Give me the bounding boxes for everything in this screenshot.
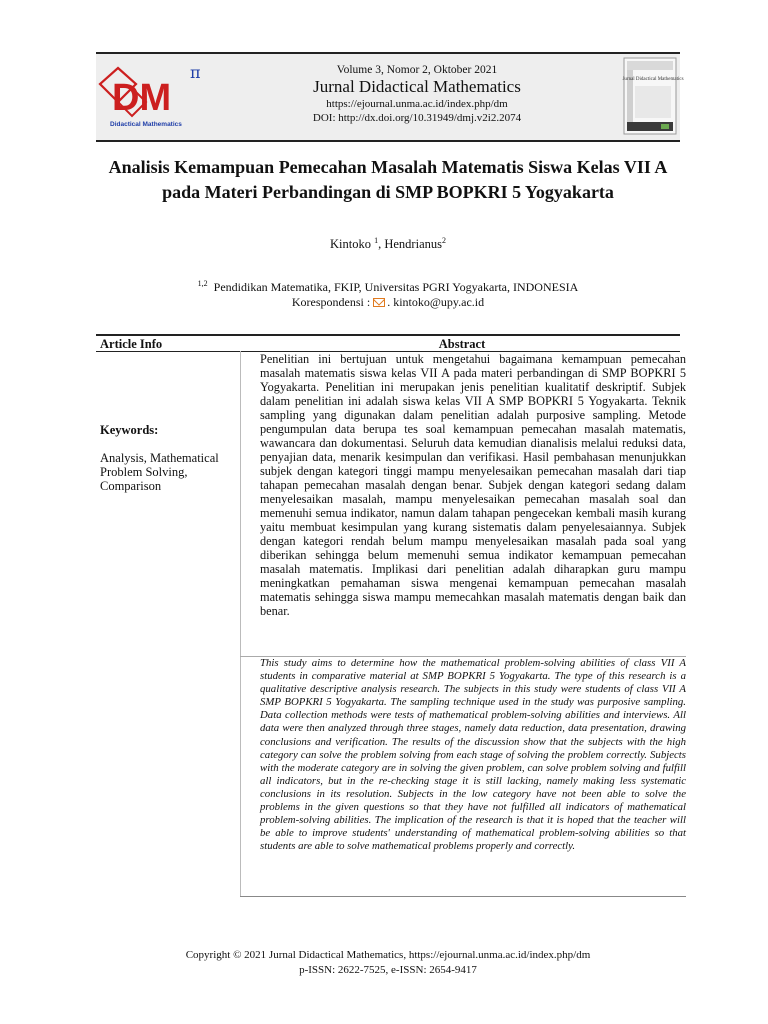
article-info-header: Article Info [100, 337, 163, 351]
affiliation-text: Pendidikan Matematika, FKIP, Universitas PGRI Yogyakarta, INDONESIA [213, 280, 579, 294]
abstract-indonesian: Penelitian ini bertujuan untuk mengetahui bagaimana kemampuan pemecahan masalah matematis siswa kelas VII A pada materi perbandingan di SMP BOPKRI 5 Yogyakarta. Penelitian ini merupakan jenis penelitian kualitatif deskriptif. Subjek dalam penelitian ini adalah siswa kelas VII A SMP BOPKRI 5 Yogyakarta. Teknik sampling yang digunakan dalam penelitian adalah purposive sampling. Metode pengumpulan data berupa tes soal kemampuan pemecahan masalah matematis, wawancara dan dokumentasi. Seluruh data kemudian dianalisis melalui reduksi data, penyajian data, menarik kesimpulan dan verifikasi. Hasil pembahasan menunjukkan subjek dengan kategori tinggi mampu menyelesaikan pemecahan masalah dari tiap tahapan pemecahan masalah dengan benar. Subjek dengan kategori sedang dalam menyelesaikan masalah, mampu menyelesaikan pemecahan masalah soal dan memenuhi semua indikator, namun dalam tahapan pengecekan kembali masih kurang yaitu membuat kesimpulan yang kurang sistematis dalam penyelesaiannya. Subjek dengan kategori rendah belum mampu menyelesaikan masalah pada soal yang diberikan sehingga belum memenuhi semua indikator kemampuan pemecahan masalah matematis. Implikasi dari penelitian adalah diharapkan guru mampu meningkatkan pemahaman siswa mengenai kemampuan pemecahan masalah matematis sehingga siswa mampu memecahkan masalah matematis dengan baik dan benar. [260, 352, 686, 618]
author-name: Hendrianus [384, 237, 442, 252]
abstract-header: Abstract [438, 337, 486, 351]
journal-cover-image [622, 58, 684, 134]
issn-text: p-ISSN: 2622-7525, e-ISSN: 2654-9417 [299, 964, 477, 976]
envelope-icon [373, 298, 385, 307]
journal-info [216, 63, 618, 125]
author-superscript: 2 [441, 236, 446, 245]
doi-link[interactable]: DOI: http://dx.doi.org/10.31949/dmj.v2i2.2074 [312, 112, 522, 124]
author-separator: , [378, 237, 385, 252]
keywords-text: Analysis, Mathematical Problem Solving, Comparison [100, 451, 219, 493]
logo-text: DM [112, 77, 172, 119]
journal-url[interactable]: https://ejournal.unma.ac.id/index.php/dm [326, 98, 508, 110]
affiliation-block [96, 276, 680, 310]
volume-info: Volume 3, Nomor 2, Oktober 2021 [336, 64, 498, 76]
affiliation-superscript: 1,2 [197, 279, 208, 288]
article-title: Analisis Kemampuan Pemecahan Masalah Matematis Siswa Kelas VII A pada Materi Perbandingan di SMP BOPKRI 5 Yogyakarta [108, 157, 668, 202]
table-bottom-rule [240, 896, 686, 897]
table-column-divider [240, 351, 241, 897]
copyright-text: Copyright © 2021 Jurnal Didactical Mathematics, https://ejournal.unma.ac.id/index.php/dm [185, 949, 591, 961]
correspondence-label: Korespondensi : [291, 295, 371, 309]
cover-title: Jurnal Didactical Mathematics [622, 77, 684, 82]
author-superscript: 1 [374, 236, 379, 245]
journal-logo [98, 58, 208, 136]
logo-pi-symbol: π [190, 63, 201, 82]
author-line [96, 236, 680, 252]
table-top-rule [96, 334, 680, 336]
author-name: Kintoko [330, 237, 371, 252]
correspondence-email[interactable]: . kintoko@upy.ac.id [387, 295, 485, 309]
keywords-label: Keywords: [100, 423, 159, 437]
logo-caption: Didactical Mathematics [110, 121, 182, 128]
page-footer [96, 948, 680, 978]
abstract-english: This study aims to determine how the mathematical problem-solving abilities of class VII A students in comparative material at SMP BOPKRI 5 Yogyakarta. The type of this research is a qualitative descriptive analysis research. The subjects in this study were students of class VII A SMP BOPKRI 5 Yogyakarta. The sampling technique used in the study was purposive sampling. Data collection methods were tests of mathematical problem-solving abilities and interviews. All data were then analyzed through three stages, namely data reduction, data presentation, drawing conclusions and verification. The results of the discussion show that the subjects with the high category can solve the problem solving from each stage of solving the problem correctly. Subjects with the moderate category are in solving the given problem, can solve problem solving and fulfill all indicators, but in the re-checking stage it is still lacking, namely making less systematic conclusions in its resolution. Subjects in the low category have not been able to solve the problems in the given questions so that they have not fulfilled all indicators of mathematical problem-solving abilities. The implication of the research is that it is hoped that the teacher will be able to improve students' understanding of mathematical problem-solving abilities so that students are able to solve mathematical problems properly and correctly. [260, 657, 686, 853]
journal-name: Jurnal Didactical Mathematics [313, 77, 521, 96]
journal-header [96, 52, 684, 142]
